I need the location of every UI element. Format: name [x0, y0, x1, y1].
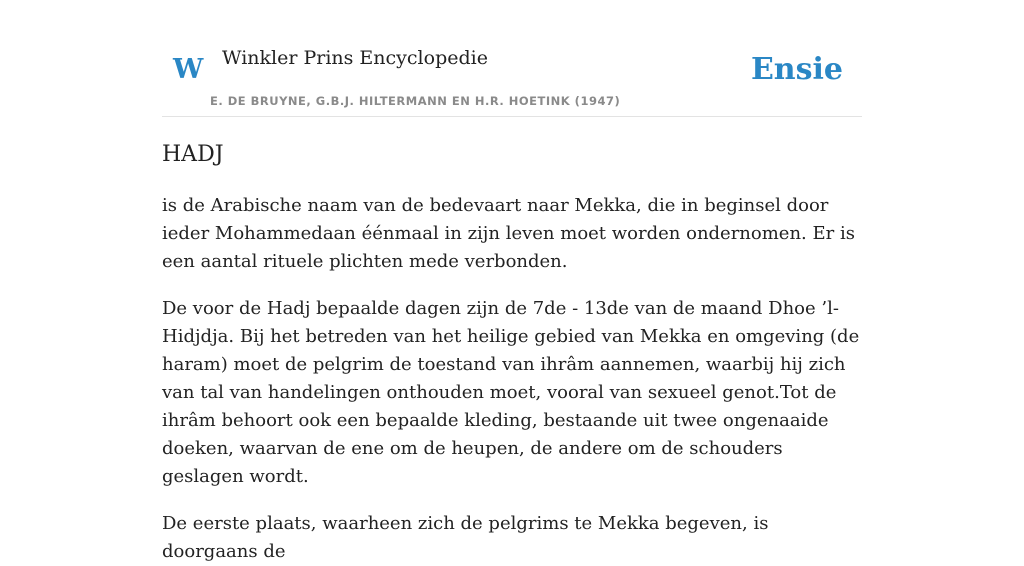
- book-authors: E. DE BRUYNE, G.B.J. HILTERMANN EN H.R. HOETINK (1947): [210, 94, 621, 108]
- ensie-brand-logo[interactable]: Ensie: [750, 52, 843, 87]
- article-paragraph: is de Arabische naam van de bedevaart naar Mekka, die in beginsel door ieder Mohammedaan éénmaal in zijn leven moet worden ondernomen. Er is een aantal rituele plichten mede verbonden.: [162, 195, 855, 272]
- article: [162, 140, 862, 566]
- winkler-prins-logo[interactable]: W: [173, 54, 204, 85]
- book-header: [162, 0, 862, 117]
- book-title[interactable]: Winkler Prins Encyclopedie: [222, 47, 488, 69]
- article-headword: HADJ: [162, 142, 224, 167]
- article-paragraph: De eerste plaats, waarheen zich de pelgrims te Mekka begeven, is doorgaans de: [162, 513, 769, 562]
- article-paragraph: De voor de Hadj bepaalde dagen zijn de 7de - 13de van de maand Dhoe ’l-Hidjdja. Bij het betreden van het heilige gebied van Mekka en omgeving (de haram) moet de pelgrim de toestand van ihrâm aannemen, waarbij hij zich van tal van handelingen onthouden moet, vooral van sexueel genot.Tot de ihrâm behoort ook een bepaalde kleding, bestaande uit twee ongenaaide doeken, waarvan de ene om de heupen, de andere om de schouders geslagen wordt.: [162, 298, 860, 487]
